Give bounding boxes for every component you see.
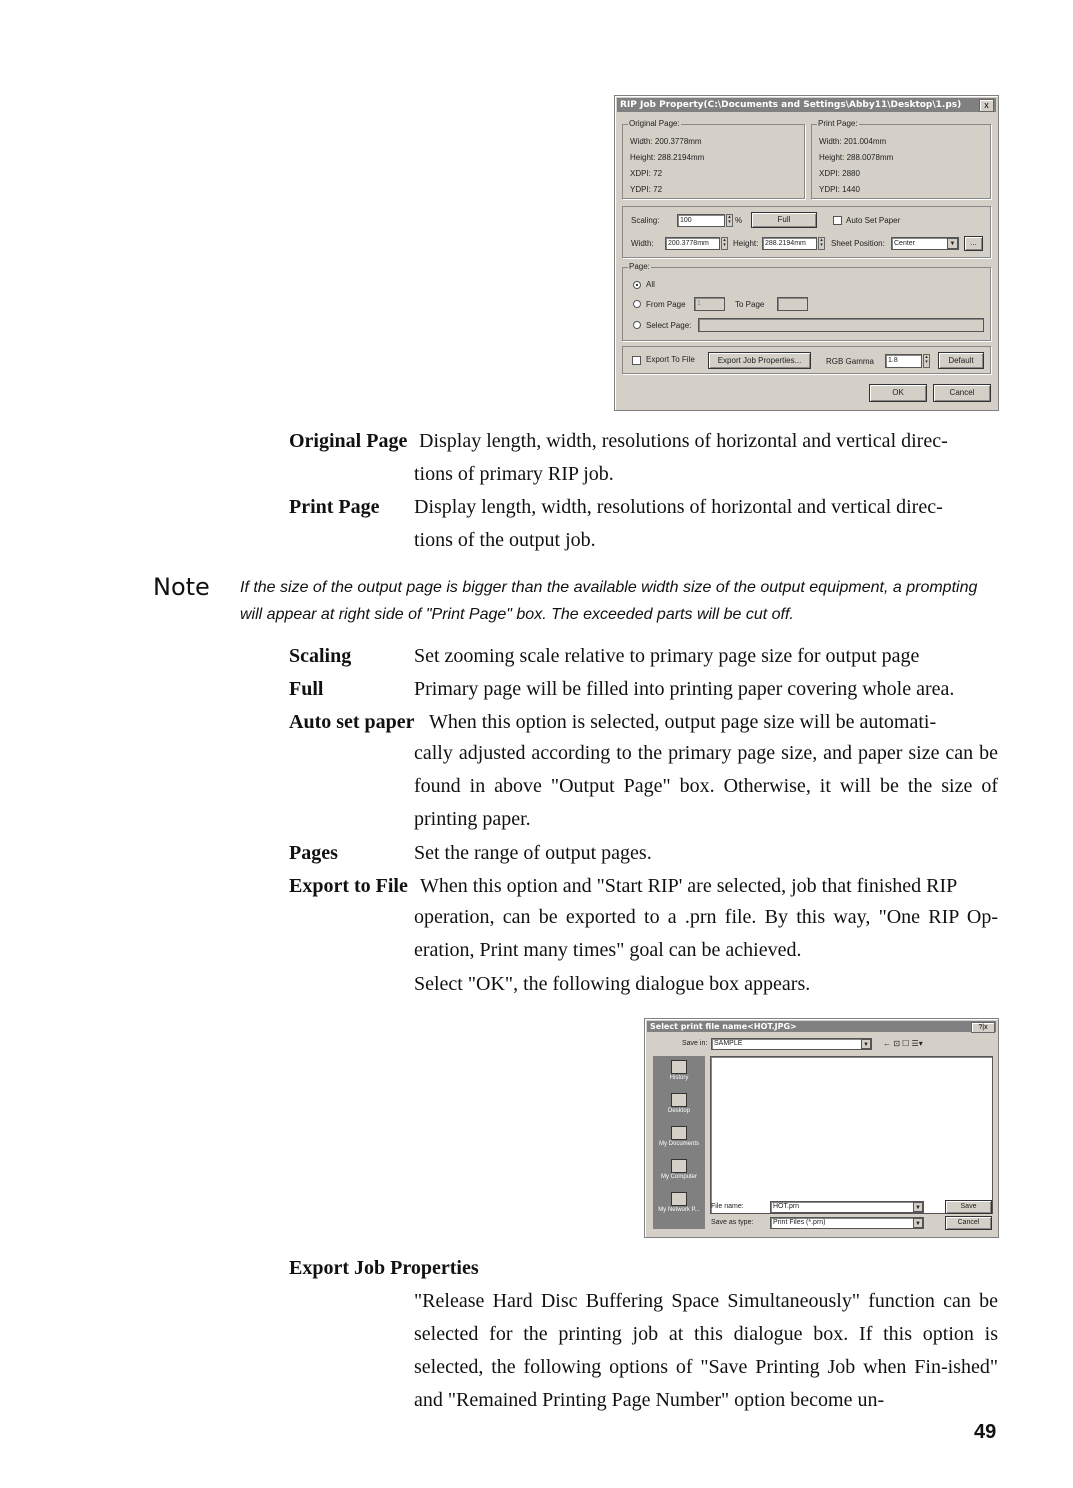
sidebar-item-desktop[interactable] (653, 1093, 705, 1114)
scaling-input[interactable]: 100 (677, 214, 725, 227)
scaling-label: Scaling: (631, 216, 660, 225)
sidebar-item-label: Desktop (667, 1108, 690, 1114)
scaling-group (622, 206, 991, 258)
full-button[interactable]: Full (751, 212, 817, 228)
sidebar-item-label: History (669, 1075, 689, 1081)
chevron-down-icon[interactable]: ▼ (913, 1218, 923, 1228)
auto-set-paper-checkbox[interactable] (833, 216, 842, 225)
term-auto-set-paper: Auto set paper (289, 711, 415, 733)
term-scaling: Scaling (289, 645, 352, 667)
computer-icon (671, 1159, 687, 1173)
to-page-label: To Page (735, 300, 765, 309)
original-xdpi: XDPI: 72 (630, 169, 663, 178)
save-as-type-select[interactable]: Print Files (*.prn) (770, 1217, 924, 1229)
chevron-down-icon[interactable]: ▼ (861, 1039, 871, 1049)
export-job-properties-button[interactable]: Export Job Properties... (708, 352, 811, 369)
from-page-input[interactable]: 1 (694, 297, 725, 311)
all-radio[interactable] (633, 281, 641, 289)
select-ok-text: Select "OK", the following dialogue box appears. (414, 973, 811, 995)
print-height: Height: 288.0078mm (819, 153, 894, 162)
page-group (622, 262, 991, 341)
width-label: Width: (631, 239, 654, 248)
original-page-group (622, 119, 805, 199)
desc-export-to-file-rest: operation, can be exported to a .prn file. By this way, "One RIP Op-eration, Print many times" goal can be achieved. (414, 906, 998, 961)
desc-original-page-line2: tions of primary RIP job. (414, 463, 614, 485)
export-to-file-label: Export To File (646, 355, 695, 364)
page-number: 49 (974, 1421, 997, 1443)
original-height: Height: 288.2194mm (630, 153, 705, 162)
from-page-radio[interactable] (633, 300, 641, 308)
sheet-position-select[interactable]: Center (891, 237, 959, 250)
export-job-text: "Release Hard Disc Buffering Space Simultaneously" function can be selected for the printing job at this dialogue box. If this option is selected, the following options of "Save Printing Job when Fin-ished" and "Remained Printing Page Number" option become un- (414, 1290, 998, 1411)
desc-auto-set-paper-rest: cally adjusted according to the primary page size, and paper size can be found in above "Output Page" box. Otherwise, it will be the size of printing paper. (414, 742, 998, 830)
close-icon[interactable]: x (979, 99, 994, 112)
history-icon (671, 1060, 687, 1074)
width-spinner[interactable]: ▴ ▾ (721, 237, 728, 250)
term-full: Full (289, 678, 324, 700)
desc-auto-set-paper-line1: When this option is selected, output page size will be automati- (429, 711, 937, 733)
ok-button[interactable]: OK (869, 384, 927, 402)
select-print-file-dialog (644, 1018, 999, 1238)
folder-icon (671, 1126, 687, 1140)
export-to-file-checkbox[interactable] (632, 356, 641, 365)
term-original-page: Original Page (289, 430, 408, 452)
rgb-gamma-label: RGB Gamma (826, 357, 875, 366)
file-list[interactable] (710, 1056, 993, 1214)
desc-original-page-line1: Display length, width, resolutions of horizontal and vertical direc- (419, 430, 948, 452)
file-name-input[interactable]: HOT.prn (770, 1201, 924, 1213)
default-button[interactable]: Default (938, 352, 984, 369)
select-page-label: Select Page: (646, 321, 692, 330)
height-label: Height: (733, 239, 759, 248)
term-pages: Pages (289, 842, 338, 864)
note-text: If the size of the output page is bigger than the available width size of the output equipment, a prompting will appear at right side of "Print Page" box. The exceeded parts will be cut off. (240, 579, 978, 623)
export-job-heading: Export Job Properties (289, 1257, 479, 1279)
sidebar-item-my-computer[interactable] (653, 1159, 705, 1180)
desc-print-page-line2: tions of the output job. (414, 529, 596, 551)
sidebar-item-label: My Network P... (658, 1207, 700, 1213)
save-button[interactable]: Save (945, 1200, 992, 1214)
select-page-input[interactable] (698, 318, 984, 332)
help-close-icons[interactable]: ?|x (971, 1022, 995, 1033)
sidebar-item-my-documents[interactable] (653, 1126, 705, 1147)
desc-scaling: Set zooming scale relative to primary page size for output page (414, 645, 920, 667)
term-print-page: Print Page (289, 496, 380, 518)
desc-print-page-line1: Display length, width, resolutions of horizontal and vertical direc- (414, 496, 943, 518)
print-page-group (811, 119, 991, 199)
original-ydpi: YDPI: 72 (630, 185, 663, 194)
from-page-label: From Page (646, 300, 686, 309)
original-width: Width: 200.3778mm (630, 137, 702, 146)
page-group-title: Page: (629, 262, 650, 271)
desc-pages: Set the range of output pages. (414, 842, 652, 864)
desc-export-to-file-line1: When this option and "Start RIP' are selected, job that finished RIP (420, 875, 958, 897)
print-ydpi: YDPI: 1440 (819, 185, 860, 194)
original-page-title: Original Page: (629, 119, 680, 128)
select-page-radio[interactable] (633, 321, 641, 329)
cancel-button[interactable]: Cancel (945, 1216, 992, 1230)
sidebar-item-label: My Computer (660, 1174, 697, 1180)
sidebar-item-my-network[interactable] (653, 1192, 705, 1213)
note-label: Note (153, 573, 210, 601)
toolbar-icons[interactable]: ← ⊡ ☐ ☰▾ (883, 1039, 923, 1048)
browse-button[interactable]: ... (964, 236, 983, 251)
auto-set-paper-label: Auto Set Paper (846, 216, 901, 225)
term-export-to-file: Export to File (289, 875, 408, 897)
places-sidebar (653, 1056, 705, 1229)
print-width: Width: 201.004mm (819, 137, 887, 146)
rgb-gamma-input[interactable]: 1.8 (885, 354, 922, 368)
percent-sign: % (735, 216, 743, 225)
cancel-button[interactable]: Cancel (933, 384, 991, 402)
save-in-label: Save in: (682, 1040, 708, 1047)
rgb-gamma-spinner[interactable]: ▴ ▾ (923, 354, 930, 368)
dialog-title: RIP Job Property(C:\Documents and Settings\Abby11\Desktop\1.ps) (617, 98, 996, 112)
file-name-label: File name: (711, 1203, 744, 1210)
width-input[interactable]: 200.3778mm (665, 237, 720, 250)
chevron-down-icon[interactable]: ▼ (947, 238, 958, 249)
save-in-select[interactable]: SAMPLE (711, 1038, 872, 1050)
all-label: All (646, 280, 655, 289)
desc-full: Primary page will be filled into printing paper covering whole area. (414, 678, 955, 700)
sidebar-item-label: My Documents (658, 1141, 699, 1147)
print-xdpi: XDPI: 2880 (819, 169, 860, 178)
network-icon (671, 1192, 687, 1206)
chevron-down-icon[interactable]: ▼ (913, 1202, 923, 1212)
height-input[interactable]: 288.2194mm (762, 237, 817, 250)
sidebar-item-history[interactable] (653, 1060, 705, 1081)
scaling-spinner[interactable]: ▴ ▾ (726, 214, 733, 227)
print-page-title: Print Page: (818, 119, 858, 128)
save-as-type-label: Save as type: (711, 1219, 754, 1226)
export-group (622, 346, 991, 374)
rip-job-property-dialog (614, 95, 999, 411)
desktop-icon (671, 1093, 687, 1107)
height-spinner[interactable]: ▴ ▾ (818, 237, 825, 250)
dialog2-title: Select print file name<HOT.JPG> (647, 1021, 996, 1032)
sheet-position-label: Sheet Position: (831, 239, 885, 248)
to-page-input[interactable] (777, 297, 808, 311)
